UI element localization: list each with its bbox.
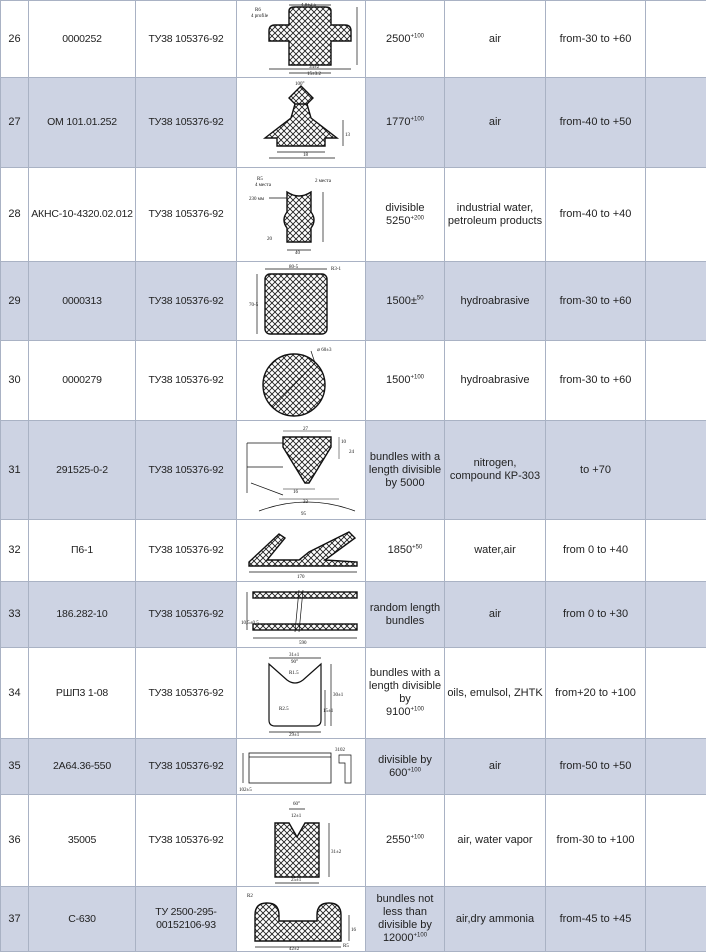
dim-label: 170 bbox=[297, 575, 305, 580]
empty-cell bbox=[646, 520, 706, 582]
medium: air bbox=[445, 78, 546, 168]
dim-label: 4.8±2.5 bbox=[301, 3, 317, 8]
spec: ТУ 2500-295-00152106-93 bbox=[136, 887, 237, 952]
temperature-range: from-30 to +60 bbox=[546, 341, 646, 421]
dim-label: 95 bbox=[301, 512, 307, 517]
table-row bbox=[1, 582, 706, 648]
profile-drawing bbox=[237, 168, 366, 262]
profile-drawing bbox=[237, 520, 366, 582]
row-number: 29 bbox=[1, 262, 29, 341]
dim-label: 10 bbox=[341, 440, 347, 445]
medium: nitrogen, compound КР-303 bbox=[445, 421, 546, 520]
profile-drawing bbox=[237, 739, 366, 795]
length-value: 1500 bbox=[386, 374, 410, 386]
part-code: П6-1 bbox=[29, 520, 136, 582]
dim-label: 70-5 bbox=[249, 303, 259, 308]
dim-label: 40 bbox=[295, 251, 301, 256]
length-value: 1850 bbox=[388, 544, 412, 556]
dim-label: 32 bbox=[303, 500, 309, 505]
empty-cell bbox=[646, 648, 706, 739]
part-code: ОМ 101.01.252 bbox=[29, 78, 136, 168]
spec: ТУ38 105376-92 bbox=[136, 739, 237, 795]
part-code: 35005 bbox=[29, 795, 136, 887]
length-value: 12000 bbox=[383, 932, 414, 944]
row-number: 30 bbox=[1, 341, 29, 421]
dim-label: 42±2 bbox=[289, 947, 300, 950]
dim-label: 100° bbox=[295, 82, 305, 87]
table-row bbox=[1, 648, 706, 739]
profile-drawing bbox=[237, 887, 366, 952]
dim-label: R2 bbox=[247, 894, 253, 899]
empty-cell bbox=[646, 582, 706, 648]
dim-label: ⌀ 60±3 bbox=[317, 348, 332, 353]
length-tolerance: +50 bbox=[412, 544, 422, 550]
length-tolerance: +100 bbox=[410, 374, 424, 380]
empty-cell bbox=[646, 739, 706, 795]
part-code: 0000252 bbox=[29, 1, 136, 78]
medium: air, water vapor bbox=[445, 795, 546, 887]
temperature-range: from+20 to +100 bbox=[546, 648, 646, 739]
dim-label: 15±3.2 bbox=[307, 72, 321, 76]
temperature-range: from-45 to +45 bbox=[546, 887, 646, 952]
temperature-range: to +70 bbox=[546, 421, 646, 520]
dim-label: 230 мм bbox=[249, 197, 265, 202]
length-value: 2550 bbox=[386, 834, 410, 846]
part-code: 186.282-10 bbox=[29, 582, 136, 648]
part-code: 291525-0-2 bbox=[29, 421, 136, 520]
length-cell bbox=[366, 341, 445, 421]
spec: ТУ38 105376-92 bbox=[136, 421, 237, 520]
row-number: 27 bbox=[1, 78, 29, 168]
empty-cell bbox=[646, 168, 706, 262]
medium: air bbox=[445, 1, 546, 78]
table-row bbox=[1, 262, 706, 341]
empty-cell bbox=[646, 887, 706, 952]
temperature-range: from-30 to +100 bbox=[546, 795, 646, 887]
dim-label: 90° bbox=[291, 660, 298, 665]
table-row bbox=[1, 520, 706, 582]
length-prefix: divisible by bbox=[378, 754, 432, 766]
dim-label: 4 profile bbox=[251, 14, 269, 19]
dim-label: 34±2 bbox=[309, 65, 320, 70]
temperature-range: from-50 to +50 bbox=[546, 739, 646, 795]
part-code: 0000279 bbox=[29, 341, 136, 421]
length-tolerance: 50 bbox=[417, 295, 424, 301]
length-cell bbox=[366, 262, 445, 341]
length-cell bbox=[366, 520, 445, 582]
spec: ТУ38 105376-92 bbox=[136, 795, 237, 887]
table-row bbox=[1, 421, 706, 520]
dim-label: R2.5 bbox=[279, 707, 289, 712]
length-cell bbox=[366, 582, 445, 648]
medium: industrial water, petroleum products bbox=[445, 168, 546, 262]
row-number: 26 bbox=[1, 1, 29, 78]
profile-drawing bbox=[237, 648, 366, 739]
dim-label: 30±1 bbox=[333, 693, 344, 698]
temperature-range: from-40 to +40 bbox=[546, 168, 646, 262]
medium: water,air bbox=[445, 520, 546, 582]
table-row bbox=[1, 887, 706, 952]
spec: ТУ38 105376-92 bbox=[136, 648, 237, 739]
profile-drawing bbox=[237, 78, 366, 168]
table-row bbox=[1, 795, 706, 887]
length-tolerance: +100 bbox=[410, 706, 424, 712]
empty-cell bbox=[646, 262, 706, 341]
profile-drawing bbox=[237, 421, 366, 520]
dim-label: R5 bbox=[343, 944, 349, 949]
table-row bbox=[1, 168, 706, 262]
length-cell bbox=[366, 1, 445, 78]
profile-drawing bbox=[237, 341, 366, 421]
row-number: 34 bbox=[1, 648, 29, 739]
dim-label: R1.5 bbox=[289, 671, 299, 676]
length-prefix: divisible bbox=[385, 202, 424, 214]
length-tolerance: +100 bbox=[410, 834, 424, 840]
empty-cell bbox=[646, 795, 706, 887]
length-value: 5250 bbox=[386, 215, 410, 227]
row-number: 31 bbox=[1, 421, 29, 520]
length-cell bbox=[366, 168, 445, 262]
table-row bbox=[1, 78, 706, 168]
length-tolerance: +100 bbox=[410, 116, 424, 122]
row-number: 37 bbox=[1, 887, 29, 952]
length-tolerance: +100 bbox=[410, 33, 424, 39]
dim-label: 80-5 bbox=[289, 265, 299, 270]
empty-cell bbox=[646, 1, 706, 78]
dim-label: 4 места bbox=[255, 183, 272, 188]
dim-label: R5 bbox=[257, 177, 263, 182]
length-prefix: bundles with a length divisible by bbox=[369, 667, 441, 705]
table-row bbox=[1, 341, 706, 421]
length-tolerance: +100 bbox=[414, 932, 428, 938]
dim-label: 2 места bbox=[315, 179, 332, 184]
medium: hydroabrasive bbox=[445, 262, 546, 341]
dim-label: R6 bbox=[255, 8, 261, 13]
dim-label: 24 bbox=[349, 450, 355, 455]
table-row bbox=[1, 739, 706, 795]
length-prefix: bundles not less than divisible by bbox=[377, 893, 434, 931]
length-value: 1500± bbox=[386, 295, 417, 307]
temperature-range: from-40 to +50 bbox=[546, 78, 646, 168]
length-prefix: random length bundles bbox=[370, 602, 440, 627]
length-value: 600 bbox=[389, 767, 407, 779]
dim-label: 16 bbox=[293, 490, 299, 495]
dim-label: 102±5 bbox=[239, 788, 252, 793]
dim-label: 13 bbox=[345, 133, 351, 138]
part-code: 0000313 bbox=[29, 262, 136, 341]
empty-cell bbox=[646, 421, 706, 520]
length-value: 9100 bbox=[386, 706, 410, 718]
part-code: РШП3 1-08 bbox=[29, 648, 136, 739]
row-number: 35 bbox=[1, 739, 29, 795]
spec: ТУ38 105376-92 bbox=[136, 341, 237, 421]
spec: ТУ38 105376-92 bbox=[136, 168, 237, 262]
length-cell bbox=[366, 739, 445, 795]
dim-label: 18 bbox=[303, 153, 309, 158]
dim-label: 10,5±0,5 bbox=[241, 621, 259, 626]
medium: hydroabrasive bbox=[445, 341, 546, 421]
dim-label: 31±1 bbox=[289, 653, 300, 658]
length-value: 1770 bbox=[386, 116, 410, 128]
length-prefix: bundles with a length divisible by 5000 bbox=[369, 451, 441, 489]
row-number: 33 bbox=[1, 582, 29, 648]
length-tolerance: +200 bbox=[410, 215, 424, 221]
dim-label: 16 bbox=[351, 928, 357, 933]
dim-label: 15±1 bbox=[323, 709, 334, 714]
medium: oils, emulsol, ZHTK bbox=[445, 648, 546, 739]
part-code: С-630 bbox=[29, 887, 136, 952]
temperature-range: from 0 to +40 bbox=[546, 520, 646, 582]
dim-label: 590 bbox=[299, 641, 307, 646]
medium: air bbox=[445, 582, 546, 648]
profile-drawing bbox=[237, 582, 366, 648]
dim-label: 27 bbox=[303, 427, 309, 432]
dim-label: 25±1 bbox=[291, 878, 302, 883]
temperature-range: from-30 to +60 bbox=[546, 262, 646, 341]
profile-drawing bbox=[237, 795, 366, 887]
dim-label: 3102 bbox=[335, 748, 346, 753]
dim-label: 31±2 bbox=[331, 850, 342, 855]
profile-drawing bbox=[237, 1, 366, 78]
part-code: 2А64.36-550 bbox=[29, 739, 136, 795]
length-cell bbox=[366, 887, 445, 952]
row-number: 32 bbox=[1, 520, 29, 582]
dim-label: R3-1 bbox=[331, 267, 342, 272]
length-tolerance: +100 bbox=[407, 767, 421, 773]
medium: air,dry ammonia bbox=[445, 887, 546, 952]
dim-label: 20 bbox=[267, 237, 273, 242]
spec: ТУ38 105376-92 bbox=[136, 262, 237, 341]
length-cell bbox=[366, 795, 445, 887]
medium: air bbox=[445, 739, 546, 795]
part-code: АКНС-10-4320.02.012 bbox=[29, 168, 136, 262]
length-cell bbox=[366, 648, 445, 739]
dim-label: 12±1 bbox=[291, 814, 302, 819]
spec: ТУ38 105376-92 bbox=[136, 1, 237, 78]
dim-label: 29±1 bbox=[289, 733, 300, 737]
profile-drawing bbox=[237, 262, 366, 341]
row-number: 36 bbox=[1, 795, 29, 887]
temperature-range: from 0 to +30 bbox=[546, 582, 646, 648]
length-value: 2500 bbox=[386, 33, 410, 45]
table-row bbox=[1, 1, 706, 78]
length-cell bbox=[366, 78, 445, 168]
spec: ТУ38 105376-92 bbox=[136, 582, 237, 648]
spec: ТУ38 105376-92 bbox=[136, 520, 237, 582]
empty-cell bbox=[646, 78, 706, 168]
temperature-range: from-30 to +60 bbox=[546, 1, 646, 78]
dim-label: 60° bbox=[293, 802, 300, 807]
length-cell bbox=[366, 421, 445, 520]
row-number: 28 bbox=[1, 168, 29, 262]
empty-cell bbox=[646, 341, 706, 421]
spec: ТУ38 105376-92 bbox=[136, 78, 237, 168]
